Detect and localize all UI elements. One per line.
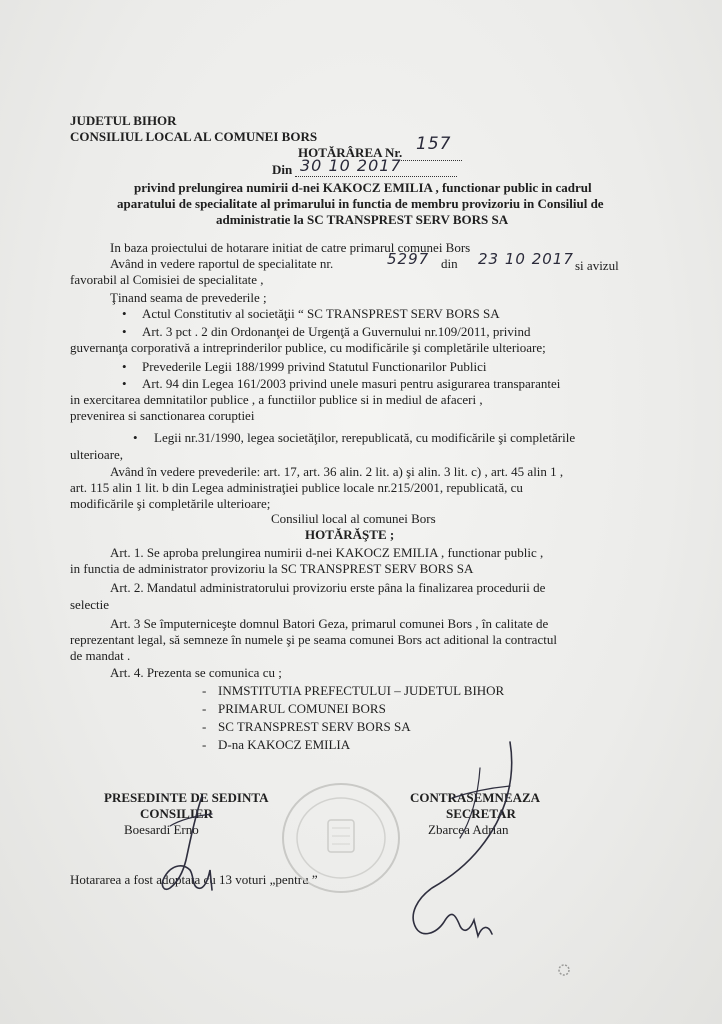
report-number: 5297 [387, 250, 430, 268]
footer-note: Hotararea a fost adoptata cu 13 voturi „pentru ” [70, 872, 318, 887]
date-underline [295, 176, 457, 177]
handwritten-signature-icon [150, 790, 230, 900]
recipient-3: SC TRANSPREST SERV BORS SA [218, 719, 411, 734]
provision-4-line-2: in exercitarea demnitatilor publice , a functiilor publice si in mediul de afaceri , [70, 392, 483, 407]
list-dash: - [202, 719, 207, 734]
recipient-2: PRIMARUL COMUNEI BORS [218, 701, 386, 716]
subject-line-2: aparatului de specialitate al primarului in functia de membru provizoriu in Consiliul de [117, 196, 604, 211]
left-signatory-role: CONSILIER [140, 806, 213, 821]
provision-5-line-2: ulterioare, [70, 447, 124, 462]
county-heading: JUDETUL BIHOR [70, 113, 177, 128]
article-2-line-2: selectie [70, 597, 109, 612]
decision-date: 30 10 2017 [300, 156, 402, 175]
provision-5-line-1: Legii nr.31/1990, legea societăţilor, rerepublicată, cu modificările şi completările [154, 430, 576, 445]
report-din: din [441, 256, 458, 271]
council-heading: CONSILIUL LOCAL AL COMUNEI BORS [70, 129, 318, 144]
left-signatory-name: Boesardi Erno [124, 822, 199, 837]
article-1-line-2: in functia de administrator provizoriu la SC TRANSPREST SERV BORS SA [70, 561, 474, 576]
article-3-line-2: reprezentant legal, să semneze în numele şi pe seama comunei Bors act aditional la contractul [70, 632, 557, 647]
regard-line-1: Având în vedere prevederile: art. 17, art. 36 alin. 2 lit. a) şi alin. 3 lit. c) , art. 45 alin 1 , [110, 464, 564, 479]
provision-4-line-1: Art. 94 din Legea 161/2003 privind unele masuri pentru asigurarea transparantei [142, 376, 561, 391]
decides-heading: HOTĂRĂŞTE ; [305, 527, 395, 542]
bullet: • [122, 324, 127, 339]
report-suffix: si avizul [575, 258, 619, 273]
regard-line-2: art. 115 alin 1 lit. b din Legea administraţiei publice locale nr.215/2001, republicată, cu [70, 480, 523, 495]
article-1-line-1: Art. 1. Se aproba prelungirea numirii d-nei KAKOCZ EMILIA , functionar public , [110, 545, 544, 560]
list-dash: - [202, 737, 207, 752]
number-underline [398, 160, 462, 161]
subject-line-3: administratie la SC TRANSPREST SERV BORS SA [216, 212, 509, 227]
article-4-line-1: Art. 4. Prezenta se comunica cu ; [110, 665, 282, 680]
preamble-line-4: Ţinand seama de prevederile ; [110, 290, 267, 305]
right-signatory-role: SECRETAR [446, 806, 516, 821]
decision-label: HOTĂRÂREA Nr. [298, 145, 403, 160]
date-label: Din [272, 162, 293, 177]
scan-speck-icon [556, 962, 572, 978]
decision-number: 157 [416, 134, 452, 154]
subject-line-1: privind prelungirea numirii d-nei KAKOCZ EMILIA , functionar public in cadrul [134, 180, 592, 195]
bullet: • [122, 359, 127, 374]
preamble-line-3: favorabil al Comisiei de specialitate , [70, 272, 264, 287]
list-dash: - [202, 683, 207, 698]
provision-2-line-1: Art. 3 pct . 2 din Ordonanţei de Urgenţă a Guvernului nr.109/2011, privind [142, 324, 531, 339]
preamble-line-1: In baza proiectului de hotarare initiat de catre primarul comunei Bors [110, 240, 471, 255]
bullet: • [133, 430, 138, 445]
handwritten-signature-icon [360, 738, 570, 948]
right-signatory-title: CONTRASEMNEAZA [410, 790, 541, 805]
bullet: • [122, 376, 127, 391]
provision-3-line-1: Prevederile Legii 188/1999 privind Statutul Functionarilor Publici [142, 359, 487, 374]
article-2-line-1: Art. 2. Mandatul administratorului provizoriu erste pâna la finalizarea procedurii de [110, 580, 546, 595]
list-dash: - [202, 701, 207, 716]
report-prefix: Având in vedere raportul de specialitate nr. [110, 256, 334, 271]
provision-2-line-2: guvernanţa corporativă a intreprinderilor publice, cu modificările şi completările ulterioare; [70, 340, 546, 355]
bullet: • [122, 306, 127, 321]
regard-line-3: modificările şi completările ulterioare; [70, 496, 271, 511]
article-3-line-3: de mandat . [70, 648, 131, 663]
provision-1-line-1: Actul Constitutiv al societăţii “ SC TRANSPREST SERV BORS SA [142, 306, 500, 321]
council-line: Consiliul local al comunei Bors [271, 511, 436, 526]
left-signatory-title: PRESEDINTE DE SEDINTA [104, 790, 269, 805]
article-3-line-1: Art. 3 Se împuterniceşte domnul Batori Geza, primarul comunei Bors , în calitate de [110, 616, 549, 631]
recipient-4: D-na KAKOCZ EMILIA [218, 737, 351, 752]
right-signatory-name: Zbarcea Adrian [428, 822, 509, 837]
provision-4-line-3: prevenirea si sanctionarea coruptiei [70, 408, 255, 423]
recipient-1: INMSTITUTIA PREFECTULUI – JUDETUL BIHOR [218, 683, 505, 698]
report-date: 23 10 2017 [478, 250, 574, 268]
